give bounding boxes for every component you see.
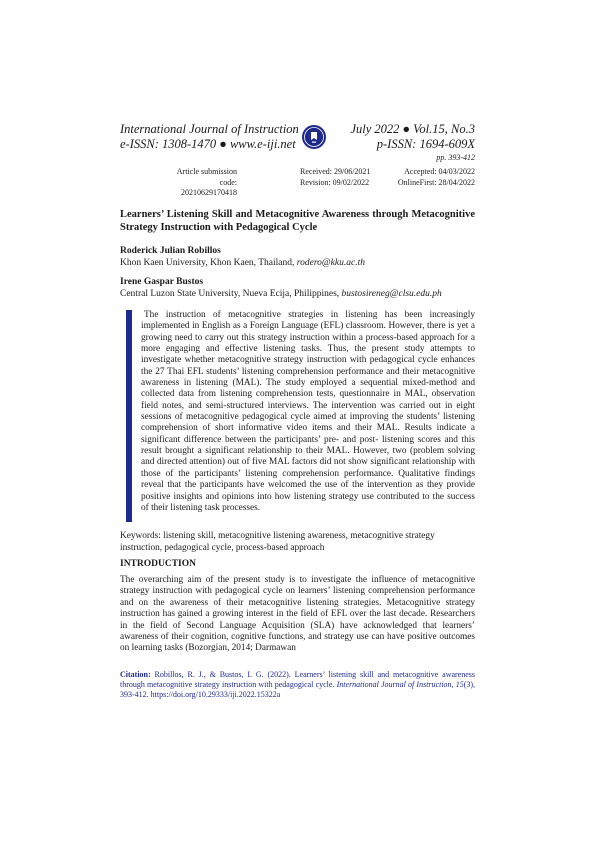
abstract-text: The instruction of metacognitive strategies in listening has been increasingly implemented in English as a Foreign Language (EFL) classroom. However, there is yet a growing need to carry out this strategy instruction within a process-based approach for a more engaging and effective listening tasks. Thus, the present study attempts to investigate whether metacognitive strategy instruction with pedagogical cycle enhances the 27 Thai EFL students’ listening comprehension performance and their metacognitive awareness in listening (MAL). The study employed a sequential mixed-method and collected data from listening comprehension tests, questionnaire in MAL, observation field notes, and semi-structured interviews. The intervention was carried out in eight sessions of metacognitive pedagogical cycle aimed at improving the students’ listening comprehension of short informative video items and their MAL. Results indicate a significant difference between the participants’ pre- and post- listening scores and this result brought a significant relationship to their MAL. However, two (problem solving and directed attention) out of five MAL factors did not show significant relationship with those of the participants’ listening comprehension performance. Qualitative findings reveal that the participants have welcomed the use of the intervention as they provide positive insights and opinions into how listening strategy use contributed to the success of their listening task processes. xyxy=(141,310,475,513)
citation-label: Citation: xyxy=(120,670,151,679)
submission-label: Article submission code: xyxy=(176,167,237,187)
author-email[interactable]: bustosireneg@clsu.edu.ph xyxy=(341,289,442,299)
author-email[interactable]: rodero@kku.ac.th xyxy=(296,258,365,268)
journal-issue: July 2022 ● Vol.15, No.3 xyxy=(350,122,475,136)
author-affiliation: Khon Kaen University, Khon Kaen, Thailand, xyxy=(120,258,295,268)
journal-header-right xyxy=(275,122,475,163)
citation-doi[interactable]: (3), 393-412. https://doi.org/10.29333/iji.2022.15322a xyxy=(120,680,476,699)
submission-code: 20210629170418 xyxy=(181,188,237,197)
citation-volume: 15 xyxy=(455,680,464,689)
citation-text: Robillos, R. J., & Bustos, I. G. (2022). Learners’ listening skill and metacognitive awareness through metacognitive strategy instruction with pedagogical cycle. xyxy=(120,670,476,689)
submission-info xyxy=(160,167,237,199)
section-heading: INTRODUCTION xyxy=(120,559,197,569)
journal-name: International Journal of Instruction xyxy=(120,122,299,136)
journal-pages: pp. 393-412 xyxy=(436,153,475,162)
keywords: Keywords: listening skill, metacognitive listening awareness, metacognitive strategy instruction, pedagogical cycle, process-based approach xyxy=(120,531,435,553)
journal-pissn: p-ISSN: 1694-609X xyxy=(376,137,475,151)
author-block xyxy=(120,276,475,300)
author-name: Roderick Julian Robillos xyxy=(120,246,221,256)
citation-block: Citation: Robillos, R. J., & Bustos, I. G. (2022). Learners’ listening skill and metacognitive awareness through metacognitive strategy instruction with pedagogical cycle. International Journal of Instruction, 15(3), 393-412. https://doi.org/10.29333/iji.2022.15322a xyxy=(120,670,476,699)
author-affiliation: Central Luzon State University, Nueva Ecija, Philippines, xyxy=(120,289,340,299)
author-block xyxy=(120,245,475,269)
received-date: Received: 29/06/2021 xyxy=(300,167,371,176)
author-affiliation-line xyxy=(120,288,475,300)
abstract-accent-bar xyxy=(126,310,132,522)
author-name: Irene Gaspar Bustos xyxy=(120,277,204,287)
revision-date: Revision: 09/02/2022 xyxy=(300,177,370,187)
online-first-date: OnlineFirst: 28/04/2022 xyxy=(397,177,475,187)
article-title: Learners’ Listening Skill and Metacognitive Awareness through Metacognitive Strategy Instruction with Pedagogical Cycle xyxy=(120,209,475,233)
received-info xyxy=(300,167,380,188)
citation-journal: International Journal of Instruction xyxy=(336,680,452,689)
introduction-paragraph: The overarching aim of the present study is to investigate the influence of metacognitive strategy instruction with pedagogical cycle on learners’ listening comprehension performance and on the awareness of their metacognitive listening strategies. Metacognitive strategy instruction has gained a growing interest in the field of EFL over the last decade. Researchers in the field of Second Language Acquisition (SLA) have acknowledged that learners’ awareness of their cognition, cognitive functions, and strategy use can have positive outcomes on learning tasks (Bozorgian, 2014; Darmawan xyxy=(120,575,475,654)
author-affiliation-line xyxy=(120,257,475,269)
accepted-info xyxy=(397,167,475,188)
accepted-date: Accepted: 04/03/2022 xyxy=(404,167,475,176)
journal-eissn: e-ISSN: 1308-1470 ● www.e-iji.net xyxy=(120,137,296,151)
